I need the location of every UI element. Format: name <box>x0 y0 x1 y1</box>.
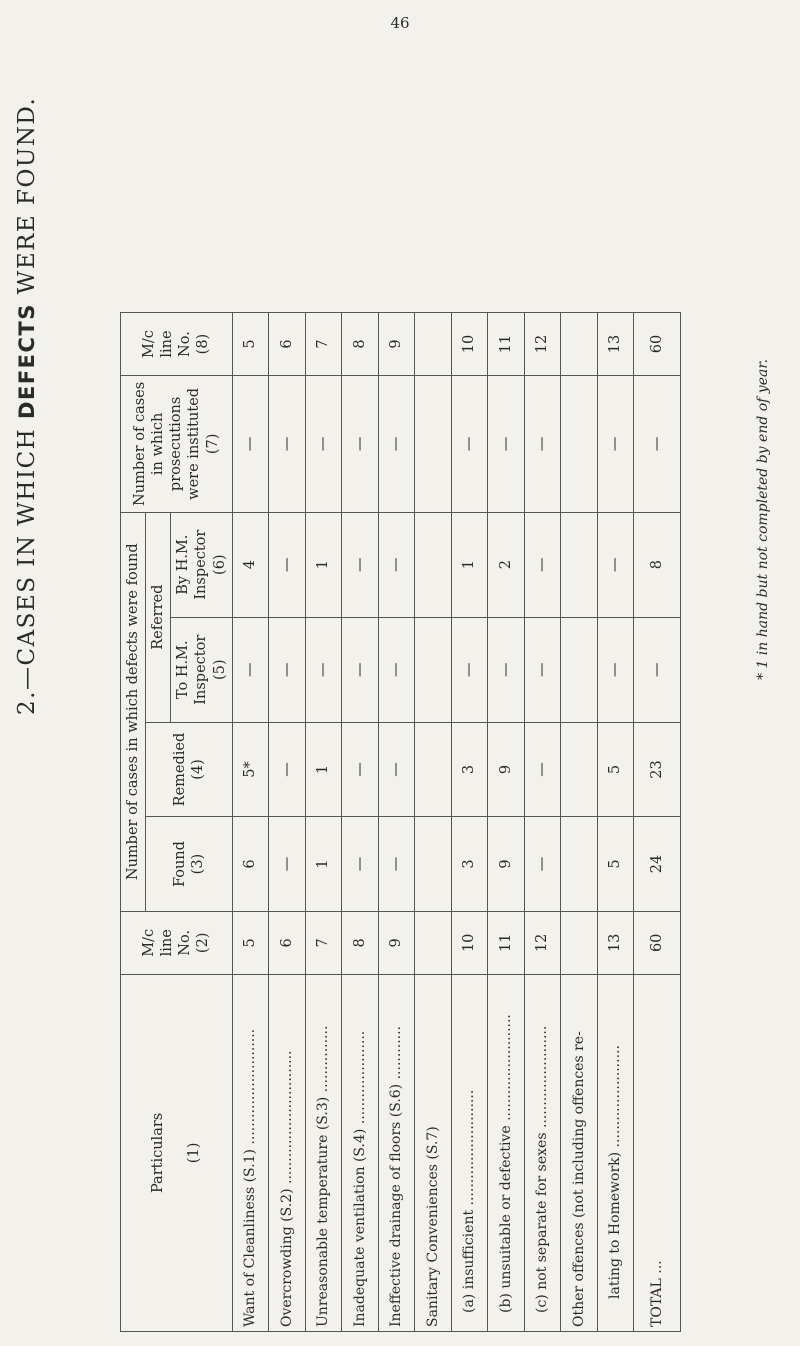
found-cell: 1 <box>305 817 342 912</box>
to-inspector-cell: — <box>378 617 415 722</box>
table-row <box>451 313 488 1332</box>
prosecutions-cell: — <box>305 376 342 513</box>
particulars-text: Unreasonable temperature (S.3) ............... <box>315 1025 332 1327</box>
particulars-cell <box>597 974 634 1331</box>
prosecutions-cell: — <box>488 376 525 513</box>
found-cell: 6 <box>232 817 269 912</box>
mc-line-cell-2: 13 <box>597 313 634 376</box>
particulars-cell <box>415 974 452 1331</box>
mc-line-cell: 13 <box>597 911 634 974</box>
prosecutions-cell: — <box>269 376 306 513</box>
prosecutions-cell: — <box>597 376 634 513</box>
found-header: Found (3) <box>146 817 233 912</box>
total-by-hmi: 8 <box>634 512 681 617</box>
particulars-cell <box>451 974 488 1331</box>
table-row <box>597 313 634 1332</box>
prosecutions-header: Number of cases in which prosecutions were instituted (7) <box>121 376 233 513</box>
by-inspector-cell <box>561 512 598 617</box>
particulars-text: Ineffective drainage of floors (S.6) ............ <box>388 1026 405 1327</box>
particulars-cell <box>561 974 598 1331</box>
remedied-cell: 5* <box>232 722 269 817</box>
section-dash: — <box>14 665 40 691</box>
total-prosecutions: — <box>634 376 681 513</box>
prosecutions-cell: — <box>342 376 379 513</box>
table-row <box>269 313 306 1332</box>
total-remedied: 23 <box>634 722 681 817</box>
total-to-hmi: — <box>634 617 681 722</box>
particulars-cell <box>342 974 379 1331</box>
mc-line-cell-2: 11 <box>488 313 525 376</box>
found-cell: — <box>342 817 379 912</box>
section-title-pre: CASES IN WHICH <box>14 418 40 666</box>
to-inspector-cell: — <box>232 617 269 722</box>
particulars-text: (a) insufficient .......................... <box>461 1089 478 1313</box>
particulars-text: Other offences (not including offences re- <box>570 1031 587 1327</box>
found-cell: — <box>269 817 306 912</box>
by-inspector-cell: — <box>597 512 634 617</box>
particulars-text: lating to Homework) ....................... <box>607 1045 624 1299</box>
particulars-cell <box>269 974 306 1331</box>
mc-line-cell: 12 <box>524 911 561 974</box>
mc-line-cell-2: 8 <box>342 313 379 376</box>
mc-line-header-2: M/c line No. (8) <box>121 313 233 376</box>
table-row <box>524 313 561 1332</box>
remedied-cell: 9 <box>488 722 525 817</box>
to-inspector-header: To H.M. Inspector (5) <box>171 617 232 722</box>
section-title-bold: DEFECTS <box>15 303 39 419</box>
referred-header: Referred <box>146 512 171 722</box>
found-cell: 9 <box>488 817 525 912</box>
by-inspector-cell: 2 <box>488 512 525 617</box>
to-inspector-cell: — <box>342 617 379 722</box>
section-title-post: WERE FOUND. <box>14 96 40 304</box>
header-row-top <box>121 313 146 1332</box>
remedied-cell: — <box>342 722 379 817</box>
page-number: 46 <box>390 14 410 32</box>
prosecutions-cell: — <box>524 376 561 513</box>
section-number: 2. <box>14 690 40 715</box>
total-row <box>634 313 681 1332</box>
remedied-header: Remedied (4) <box>146 722 233 817</box>
mc-line-cell: 8 <box>342 911 379 974</box>
table-row <box>415 313 452 1332</box>
mc-line-cell-2: 7 <box>305 313 342 376</box>
particulars-text: Inadequate ventilation (S.4) ..................... <box>351 1030 368 1327</box>
to-inspector-cell: — <box>269 617 306 722</box>
to-inspector-cell: — <box>597 617 634 722</box>
prosecutions-cell <box>561 376 598 513</box>
by-inspector-cell: 1 <box>305 512 342 617</box>
table-row <box>488 313 525 1332</box>
remedied-cell <box>561 722 598 817</box>
found-cell: — <box>524 817 561 912</box>
remedied-cell: — <box>269 722 306 817</box>
mc-line-cell <box>561 911 598 974</box>
mc-line-cell-2 <box>415 313 452 376</box>
remedied-cell: 1 <box>305 722 342 817</box>
found-cell <box>561 817 598 912</box>
mc-line-cell: 6 <box>269 911 306 974</box>
particulars-cell <box>232 974 269 1331</box>
table-row <box>561 313 598 1332</box>
particulars-text: (c) not separate for sexes ....................... <box>534 1025 551 1313</box>
by-inspector-cell: — <box>524 512 561 617</box>
to-inspector-cell <box>415 617 452 722</box>
particulars-cell <box>305 974 342 1331</box>
total-label: TOTAL ... <box>634 974 681 1331</box>
found-cell: — <box>378 817 415 912</box>
mc-line-cell-2: 6 <box>269 313 306 376</box>
mc-line-cell-2 <box>561 313 598 376</box>
total-found: 24 <box>634 817 681 912</box>
particulars-cell <box>488 974 525 1331</box>
mc-line-cell-2: 10 <box>451 313 488 376</box>
particulars-text: (b) unsuitable or defective ........................ <box>497 1014 514 1313</box>
particulars-cell <box>378 974 415 1331</box>
to-inspector-cell: — <box>524 617 561 722</box>
mc-line-cell: 10 <box>451 911 488 974</box>
prosecutions-cell <box>415 376 452 513</box>
remedied-cell: — <box>524 722 561 817</box>
found-cell: 3 <box>451 817 488 912</box>
remedied-cell: 5 <box>597 722 634 817</box>
to-inspector-cell: — <box>488 617 525 722</box>
by-inspector-header: By H.M. Inspector (6) <box>171 512 232 617</box>
by-inspector-cell: — <box>269 512 306 617</box>
by-inspector-cell: 4 <box>232 512 269 617</box>
mc-line-cell-2: 12 <box>524 313 561 376</box>
by-inspector-cell: 1 <box>451 512 488 617</box>
found-cell <box>415 817 452 912</box>
prosecutions-cell: — <box>232 376 269 513</box>
found-cell: 5 <box>597 817 634 912</box>
by-inspector-cell <box>415 512 452 617</box>
total-mc: 60 <box>634 911 681 974</box>
table-body <box>232 313 634 1332</box>
mc-line-cell <box>415 911 452 974</box>
mc-line-cell: 5 <box>232 911 269 974</box>
by-inspector-cell: — <box>342 512 379 617</box>
mc-line-cell-2: 9 <box>378 313 415 376</box>
section-title <box>14 97 40 715</box>
rotated-page-content <box>0 96 800 1335</box>
mc-line-cell-2: 5 <box>232 313 269 376</box>
particulars-text: Overcrowding (S.2) .............................. <box>278 1050 295 1327</box>
table-row <box>342 313 379 1332</box>
mc-line-cell: 7 <box>305 911 342 974</box>
remedied-cell: 3 <box>451 722 488 817</box>
table-row <box>232 313 269 1332</box>
to-inspector-cell <box>561 617 598 722</box>
mc-line-cell: 9 <box>378 911 415 974</box>
to-inspector-cell: — <box>451 617 488 722</box>
remedied-cell <box>415 722 452 817</box>
prosecutions-cell: — <box>378 376 415 513</box>
table-row <box>378 313 415 1332</box>
mc-line-cell: 11 <box>488 911 525 974</box>
particulars-text: Sanitary Conveniences (S.7) <box>424 1126 441 1327</box>
particulars-cell <box>524 974 561 1331</box>
prosecutions-cell: — <box>451 376 488 513</box>
particulars-header: Particulars (1) <box>121 974 233 1331</box>
by-inspector-cell: — <box>378 512 415 617</box>
mc-line-header: M/c line No. (2) <box>121 911 233 974</box>
particulars-text: Want of Cleanliness (S.1) .......................... <box>242 1028 259 1327</box>
total-mc-2: 60 <box>634 313 681 376</box>
to-inspector-cell: — <box>305 617 342 722</box>
defects-table <box>120 312 681 1332</box>
footnote: * 1 in hand but not completed by end of year. <box>755 359 771 680</box>
table-row <box>305 313 342 1332</box>
remedied-cell: — <box>378 722 415 817</box>
number-of-cases-header: Number of cases in which defects were found <box>121 512 146 911</box>
